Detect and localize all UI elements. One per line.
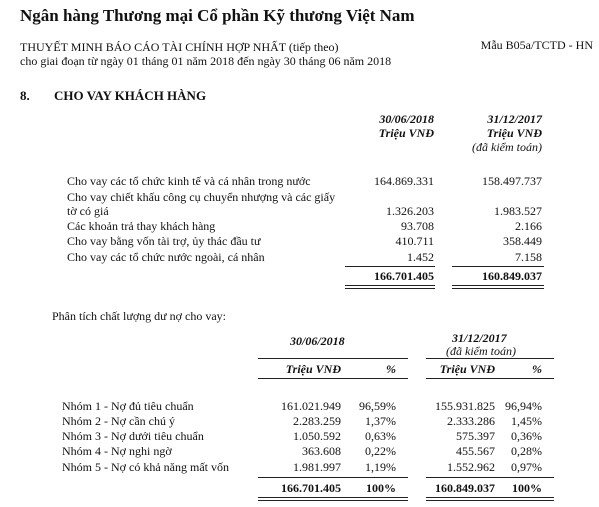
quality-col2-unit-rule — [426, 378, 554, 379]
loan-row-label: Cho vay bằng vốn tài trợ, ủy thác đầu tư — [67, 234, 261, 248]
loans-col1-date: 30/06/2018 — [379, 112, 434, 126]
quality-row-pct-2: 1,45% — [511, 414, 542, 428]
section-number: 8. — [20, 88, 30, 103]
loan-row-value-2: 358.449 — [503, 234, 542, 248]
quality-row-pct-1: 1,37% — [365, 414, 396, 428]
loans-col1-unit: Triệu VNĐ — [378, 126, 434, 140]
quality-row-label: Nhóm 1 - Nợ đủ tiêu chuẩn — [62, 399, 194, 413]
report-period: cho giai đoạn từ ngày 01 tháng 01 năm 2018 đến ngày 30 tháng 06 năm 2018 — [20, 54, 392, 68]
quality-row-value-2: 2.333.286 — [447, 414, 495, 428]
quality-row-value-1: 161.021.949 — [281, 399, 341, 413]
form-reference: Mẫu B05a/TCTD - HN — [480, 38, 593, 52]
loans-col2-date: 31/12/2017 — [487, 112, 542, 126]
quality-col2-unit: Triệu VNĐ — [439, 362, 495, 376]
quality-total-double-rule-2 — [426, 497, 554, 501]
quality-subtotal-rule-2 — [426, 477, 554, 478]
quality-row-label: Nhóm 3 - Nợ dưới tiêu chuẩn — [62, 429, 204, 443]
quality-col2-header-rule — [426, 358, 554, 359]
quality-row-pct-2: 0,36% — [511, 429, 542, 443]
loan-row-label-cont: tờ có giá — [67, 204, 109, 218]
quality-col1-header-rule — [258, 358, 408, 359]
loan-row-value-1: 410.711 — [395, 234, 434, 248]
loans-total-double-rule-2 — [452, 285, 544, 289]
quality-total-value-1: 166.701.405 — [281, 481, 341, 495]
loan-row-value-2: 7.158 — [515, 250, 542, 264]
quality-row-pct-1: 96,59% — [359, 399, 396, 413]
loan-row-label: Cho vay chiết khấu công cụ chuyển nhượng và các giấy — [67, 190, 336, 204]
quality-row-value-1: 1.981.997 — [293, 460, 341, 474]
quality-total-value-2: 160.849.037 — [435, 481, 495, 495]
quality-total-pct-1: 100% — [366, 481, 396, 495]
loan-row-label: Cho vay các tổ chức nước ngoài, cá nhân — [67, 250, 265, 264]
loans-total-double-rule-1 — [345, 285, 435, 289]
quality-row-value-1: 363.608 — [302, 444, 341, 458]
quality-row-label: Nhóm 2 - Nợ cần chú ý — [62, 414, 175, 428]
loan-row-value-2: 1.983.527 — [494, 204, 542, 218]
loan-row-value-1: 1.452 — [407, 250, 434, 264]
quality-col2-date: 31/12/2017 — [452, 331, 507, 345]
quality-col2-note: (đã kiểm toán) — [446, 344, 516, 358]
quality-row-pct-1: 0,63% — [365, 429, 396, 443]
quality-col1-date: 30/06/2018 — [290, 334, 345, 348]
loan-row-value-2: 158.497.737 — [482, 174, 542, 188]
quality-row-pct-1: 1,19% — [365, 460, 396, 474]
quality-row-pct-2: 96,94% — [505, 399, 542, 413]
report-title: THUYẾT MINH BÁO CÁO TÀI CHÍNH HỢP NHẤT (tiếp theo) — [20, 40, 339, 54]
quality-row-label: Nhóm 4 - Nợ nghi ngờ — [62, 444, 172, 458]
quality-row-value-2: 455.567 — [456, 444, 495, 458]
bank-name: Ngân hàng Thương mại Cổ phần Kỹ thương Việt Nam — [20, 6, 415, 25]
quality-row-value-2: 155.931.825 — [435, 399, 495, 413]
section-title: CHO VAY KHÁCH HÀNG — [54, 88, 207, 103]
quality-row-value-2: 575.397 — [456, 429, 495, 443]
quality-col2-pct: % — [532, 362, 542, 376]
loans-col2-unit: Triệu VNĐ — [486, 126, 542, 140]
quality-row-label: Nhóm 5 - Nợ có khả năng mất vốn — [62, 460, 229, 474]
quality-row-pct-1: 0,22% — [365, 444, 396, 458]
quality-col1-unit-rule — [258, 378, 408, 379]
quality-title: Phân tích chất lượng dư nợ cho vay: — [52, 309, 226, 323]
quality-row-pct-2: 0,28% — [511, 444, 542, 458]
loan-row-value-1: 1.326.203 — [386, 204, 434, 218]
loan-row-value-2: 2.166 — [515, 219, 542, 233]
loan-row-value-1: 93.708 — [401, 219, 434, 233]
quality-col1-unit: Triệu VNĐ — [285, 362, 341, 376]
quality-total-double-rule-1 — [258, 497, 408, 501]
quality-total-pct-2: 100% — [512, 481, 542, 495]
loans-subtotal-rule-1 — [345, 266, 435, 267]
loan-row-label: Cho vay các tổ chức kinh tế và cá nhân trong nước — [67, 174, 311, 188]
loans-total-1: 166.701.405 — [374, 269, 434, 283]
loans-total-2: 160.849.037 — [482, 269, 542, 283]
loans-col2-note: (đã kiểm toán) — [472, 140, 542, 154]
loan-row-value-1: 164.869.331 — [374, 174, 434, 188]
quality-row-value-1: 2.283.259 — [293, 414, 341, 428]
quality-col1-pct: % — [386, 362, 396, 376]
quality-row-pct-2: 0,97% — [511, 460, 542, 474]
loan-row-label: Các khoản trả thay khách hàng — [67, 219, 216, 233]
quality-row-value-2: 1.552.962 — [447, 460, 495, 474]
loans-subtotal-rule-2 — [452, 266, 544, 267]
quality-subtotal-rule-1 — [258, 477, 408, 478]
quality-row-value-1: 1.050.592 — [293, 429, 341, 443]
